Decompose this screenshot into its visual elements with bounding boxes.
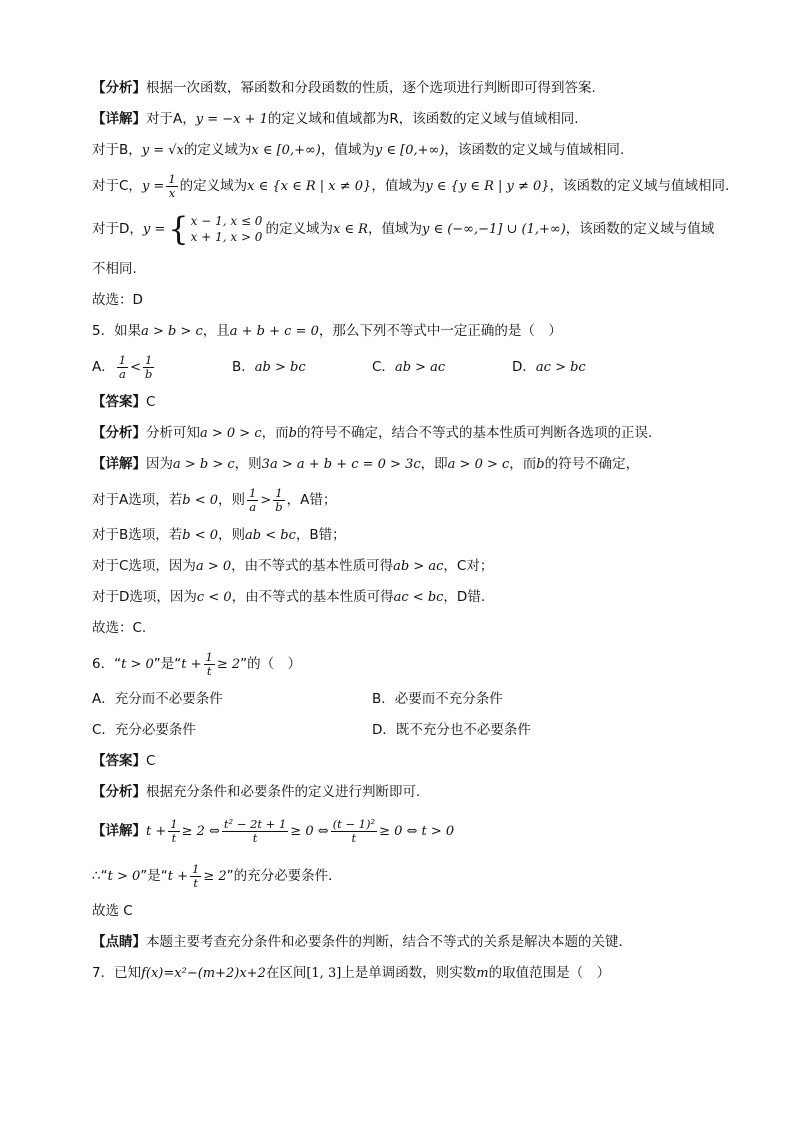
detail-text: ，该函数的定义域与值域 [565,221,715,237]
detail-text: 对于D选项，因为 [92,589,197,605]
answer-tag: 【答案】 [92,753,146,769]
detail-text: ，C对； [443,558,494,574]
math-expression: y = √x [141,143,184,158]
detail-text: ，该函数的定义域与值域相同. [549,178,730,194]
detail-text: 对于A， [146,111,196,127]
q4-choice [92,290,702,310]
math-expression: ≥ 2 [203,869,227,884]
fraction [166,173,177,200]
denominator: t [193,875,198,890]
option-b: B．必要而不充分条件 [372,691,503,707]
detail-text: 对于C， [92,178,142,194]
math-expression: y = [141,179,165,194]
math-expression: x ∈ [0,+∞) [251,143,321,158]
math-expression: t + [181,657,202,672]
q6-answer [92,751,702,771]
q5-analysis [92,423,702,443]
choice-text: 故选：C. [92,620,147,636]
q6-options-row2 [92,720,702,740]
numerator: (t − 1)² [332,816,376,831]
detail-text: ，而 [509,456,537,472]
math-expression: ab > ac [394,360,446,375]
question-text: 5．如果 [92,323,142,339]
math-expression: b [536,457,545,472]
detail-text: ，值域为 [320,142,375,158]
math-expression: x ∈ {x ∈ R | x ≠ 0} [247,179,372,194]
math-expression: ab < bc [245,528,296,543]
detail-text: ，由不等式的基本性质可得 [231,589,394,605]
q4-detail-a [92,109,702,129]
detail-text: 对于B， [92,142,142,158]
q6-remark [92,932,702,952]
choice-text: 故选：D [92,292,143,308]
denominator: t [206,663,212,678]
analysis-text: 分析可知 [146,425,200,441]
math-expression: m [476,966,489,981]
q5-detail-d [92,587,702,607]
q4-detail-c [92,171,730,201]
detail-text: 的定义域为 [183,142,252,158]
numerator: 1 [205,649,213,664]
option-label: A． [92,359,115,375]
detail-text: ，D错. [443,589,486,605]
q5-detail [92,454,702,474]
math-expression: f(x)=x²−(m+2)x+2 [141,966,266,981]
math-expression: ab > bc [254,360,306,375]
option-b [232,352,372,382]
math-expression: a > 0 > c [447,457,510,472]
q5-detail-a [92,485,702,515]
detail-text: ，该函数的定义域与值域相同. [444,142,625,158]
detail-text: ，值域为 [367,221,422,237]
analysis-text: 根据一次函数，幂函数和分段函数的性质，逐个选项进行判断即可得到答案. [146,80,596,96]
math-expression: ≥ 0 ⇔ t > 0 [379,824,455,839]
q4-detail-d-cont [92,259,702,279]
math-expression: b < 0 [182,493,218,508]
question-text: 的取值范围是（ ） [488,965,611,981]
answer-tag: 【答案】 [92,394,146,410]
math-expression: a > b > c [141,324,203,339]
q5-detail-b [92,525,702,545]
math-expression: < [130,360,141,375]
detail-text: ，A错； [286,492,337,508]
detail-text: 不相同. [92,261,137,277]
math-expression: y ∈ (−∞,−1] ∪ (1,+∞) [421,222,566,237]
option-a [92,352,232,382]
brace-symbol: { [168,210,189,248]
q4-detail-b [92,140,702,160]
denominator: x [168,185,176,200]
detail-text: 对于C选项，因为 [92,558,196,574]
math-expression: 3a > a + b + c = 0 > 3c [261,457,421,472]
fraction [143,354,154,381]
option-label: D． [512,359,536,375]
detail-text: ，则 [234,456,262,472]
detail-text: 对于A选项，若 [92,492,183,508]
math-expression: t > 0 [107,869,141,884]
q5-stem [92,321,702,341]
math-expression: b < 0 [182,528,219,543]
fraction [331,818,377,845]
detail-text: 的定义域为 [265,221,333,237]
math-expression: a + b + c = 0 [229,324,319,339]
numerator: 1 [170,816,178,831]
numerator: 1 [275,485,283,500]
detail-text: ，则 [218,527,246,543]
math-expression: ≥ 2 [216,657,241,672]
question-text: 上是单调函数，则实数 [341,965,477,981]
detail-text: 对于B选项，若 [92,527,183,543]
fraction [247,487,258,514]
remark-text: 本题主要考查充分条件和必要条件的判断，结合不等式的关系是解决本题的关键． [146,934,632,950]
math-expression: t + [146,824,167,839]
analysis-tag: 【分析】 [92,425,146,441]
detail-text: 的符号不确定， [544,456,640,472]
numerator: 1 [192,861,200,876]
math-expression: y = [142,222,166,237]
option-c: C．充分必要条件 [92,722,196,738]
question-text: 6．“ [92,656,122,672]
analysis-tag: 【分析】 [92,784,146,800]
detail-text: ∴“ [92,868,108,884]
option-c [372,352,512,382]
detail-text: ”是“ [140,868,168,884]
option-label: B． [232,359,255,375]
denominator: b [275,499,283,514]
q6-choice [92,901,702,921]
numerator: 1 [145,352,153,367]
detail-text: 因为 [146,456,173,472]
option-a: A．充分而不必要条件 [92,691,223,707]
numerator: t² − 2t + 1 [223,816,287,831]
detail-text: ，由不等式的基本性质可得 [231,558,394,574]
fraction [190,863,201,890]
q4-detail-d [92,210,715,248]
analysis-tag: 【分析】 [92,80,146,96]
math-expression: ≥ 0 ⇔ [290,824,329,839]
answer-text: C [146,753,156,769]
q6-conclusion [92,861,702,891]
fraction [168,818,179,845]
math-expression: ac < bc [393,590,444,605]
question-text: ，且 [202,323,230,339]
question-text: ”的（ ） [240,656,302,672]
q5-answer [92,392,702,412]
detail-text: ，即 [420,456,448,472]
denominator: a [249,499,257,514]
case-row: x − 1, x ≤ 0 [190,214,263,228]
fraction [273,487,284,514]
denominator: a [118,366,126,381]
numerator: 1 [168,171,176,186]
fraction [204,651,215,678]
detail-tag: 【详解】 [92,456,146,472]
q5-choice [92,618,702,638]
denominator: b [144,366,153,381]
q5-detail-c [92,556,702,576]
q6-options-row1 [92,689,702,709]
math-expression: ac > bc [535,360,586,375]
question-text: ”是“ [153,656,182,672]
q4-analysis [92,78,702,98]
detail-text: 对于D， [92,221,143,237]
numerator: 1 [249,485,257,500]
math-expression: c < 0 [196,590,232,605]
q6-detail [92,813,702,849]
analysis-text: 根据充分条件和必要条件的定义进行判断即可． [146,784,430,800]
detail-text: 的定义域和值域都为R，该函数的定义域与值域相同. [267,111,579,127]
math-expression: a > 0 > c [200,426,262,441]
detail-text: ，值域为 [371,178,426,194]
question-text: 7．已知 [92,965,142,981]
q6-analysis [92,782,702,802]
fraction [117,354,128,381]
fraction [222,818,288,845]
math-expression: a > 0 [195,559,232,574]
numerator: 1 [118,352,127,367]
detail-text: ”的充分必要条件． [226,868,342,884]
math-expression: a > b > c [173,457,235,472]
detail-tag: 【详解】 [92,823,146,839]
detail-text: 的定义域为 [179,178,248,194]
option-d [512,352,652,382]
question-text: 在区间 [265,965,307,981]
question-text: ，那么下列不等式中一定正确的是（ ） [318,323,562,339]
option-label: C． [372,359,395,375]
analysis-text: 的符号不确定，结合不等式的基本性质可判断各选项的正误. [296,425,653,441]
math-expression: t > 0 [121,657,154,672]
piecewise-function [168,210,263,248]
q5-options [92,352,702,382]
math-expression: x ∈ R [332,222,368,237]
math-expression: y = −x + 1 [195,112,268,127]
choice-text: 故选 C [92,903,133,919]
detail-tag: 【详解】 [92,111,146,127]
remark-tag: 【点睛】 [92,934,146,950]
analysis-text: ，而 [261,425,289,441]
math-expression: ab > ac [393,559,444,574]
detail-text: ，B错； [295,527,346,543]
denominator: t [252,830,258,845]
math-expression: ≥ 2 ⇔ [181,824,220,839]
answer-text: C [146,394,156,410]
math-expression: y ∈ {y ∈ R | y ≠ 0} [425,179,550,194]
denominator: t [351,830,357,845]
math-expression: b [288,426,297,441]
case-row: x + 1, x > 0 [190,230,263,244]
math-expression: y ∈ [0,+∞) [374,143,445,158]
math-expression: t + [167,869,188,884]
q6-stem [92,649,702,679]
math-expression: [1, 3] [306,966,342,981]
math-expression: > [260,493,272,508]
q7-stem [92,963,702,983]
option-d: D．既不充分也不必要条件 [372,722,531,738]
detail-text: ，则 [218,492,245,508]
denominator: t [171,830,177,845]
